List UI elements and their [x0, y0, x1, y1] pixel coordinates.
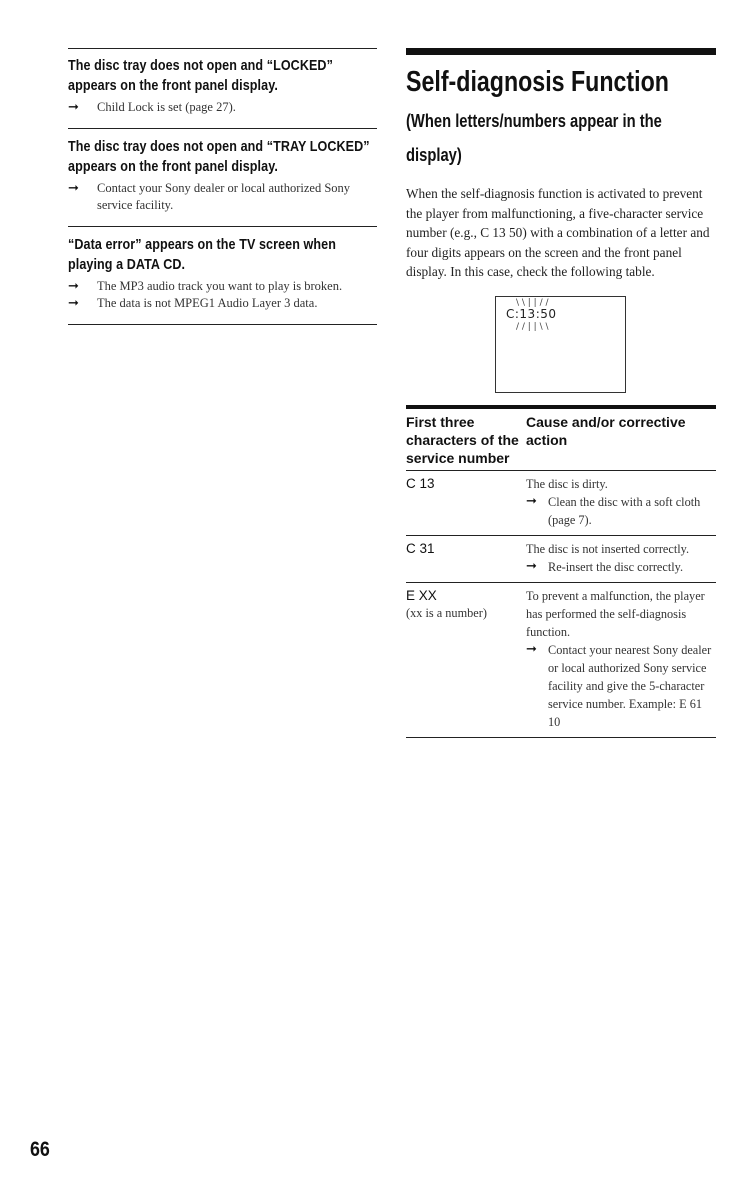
arrow-icon: ➞ [526, 558, 537, 574]
table-header [406, 409, 716, 471]
cause-text: The disc is not inserted correctly. [526, 541, 690, 556]
table-row [406, 583, 716, 738]
arrow-icon: ➞ [68, 296, 79, 311]
troubleshooting-remedy [68, 278, 377, 295]
action-text: Re-insert the disc correctly. [548, 559, 684, 574]
service-code: C 31 [406, 540, 435, 556]
troubleshooting-heading: The disc tray does not open and “TRAY LOCKED” appears on the front panel display. [68, 139, 370, 175]
right-column [406, 48, 716, 738]
remedy-text: Contact your Sony dealer or local authorized Sony service facility. [97, 181, 351, 212]
service-code: E XX [406, 587, 437, 603]
arrow-icon: ➞ [526, 493, 537, 509]
left-column [68, 48, 377, 325]
arrow-icon: ➞ [68, 279, 79, 294]
troubleshooting-heading: “Data error” appears on the TV screen when playing a DATA CD. [68, 237, 336, 273]
service-number-table [406, 405, 716, 738]
arrow-icon: ➞ [68, 100, 79, 115]
troubleshooting-remedy [68, 180, 377, 214]
section-body: When the self-diagnosis function is activated to prevent the player from malfunctioning, a five-character service number (e.g., C 13 50) with a combination of a letter and four digits appears on the screen and the front panel display. In this case, check the following table. [406, 186, 710, 279]
table-row [406, 471, 716, 536]
troubleshooting-remedy [68, 295, 377, 312]
display-readout: C:13:50 [506, 306, 557, 321]
remedy-text: The data is not MPEG1 Audio Layer 3 data. [97, 296, 318, 310]
cause-text: The disc is dirty. [526, 476, 608, 491]
cause-text: To prevent a malfunction, the player has performed the self-diagnosis function. [526, 588, 705, 639]
corrective-action [526, 493, 716, 529]
blink-rays-icon: / / | | \ \ [516, 321, 549, 332]
divider [68, 324, 377, 325]
header-service-number: First three characters of the service number [406, 413, 519, 466]
troubleshooting-entry [68, 128, 377, 226]
arrow-icon: ➞ [526, 641, 537, 657]
service-code-note: (xx is a number) [406, 605, 487, 620]
arrow-icon: ➞ [68, 181, 79, 196]
header-cause-action: Cause and/or corrective action [526, 413, 686, 448]
corrective-action [526, 641, 716, 731]
troubleshooting-remedy [68, 99, 377, 116]
troubleshooting-entry [68, 226, 377, 324]
display-illustration [495, 296, 626, 393]
action-text: Clean the disc with a soft cloth (page 7). [548, 494, 701, 527]
corrective-action [526, 558, 716, 576]
section-subtitle: (When letters/numbers appear in the display) [406, 111, 662, 165]
table-row [406, 536, 716, 583]
service-code: C 13 [406, 475, 435, 491]
remedy-text: Child Lock is set (page 27). [97, 100, 236, 114]
action-text: Contact your nearest Sony dealer or local authorized Sony service facility and give the 5-character service number. Example: E 61 10 [548, 642, 712, 729]
troubleshooting-heading: The disc tray does not open and “LOCKED” appears on the front panel display. [68, 58, 333, 94]
blink-rays-icon: \ \ | | / / [516, 297, 549, 308]
section-bar [406, 48, 716, 55]
page-number: 66 [30, 1138, 50, 1161]
remedy-text: The MP3 audio track you want to play is broken. [97, 279, 343, 293]
section-title: Self-diagnosis Function [406, 66, 669, 98]
troubleshooting-entry [68, 48, 377, 128]
